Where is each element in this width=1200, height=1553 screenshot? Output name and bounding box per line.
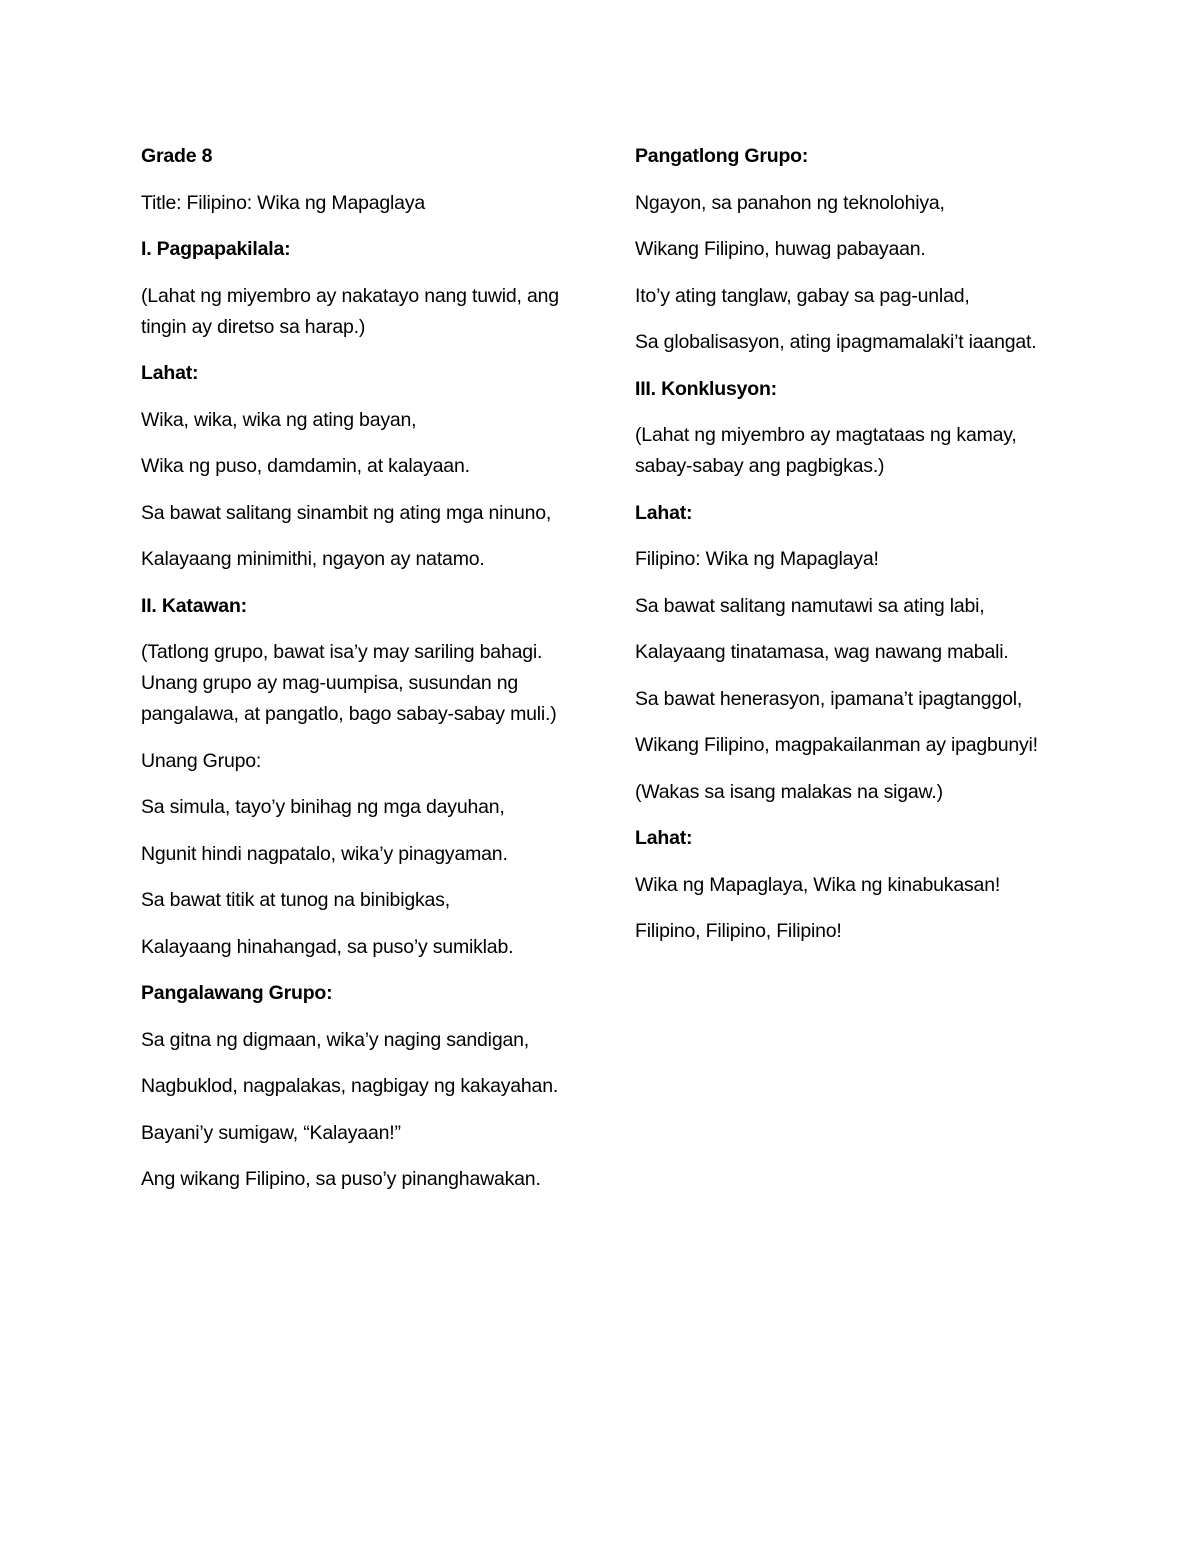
group-heading-pangatlong-grupo: Pangatlong Grupo: xyxy=(635,145,809,167)
verse-line: Sa bawat titik at tunog na binibigkas, xyxy=(141,889,450,911)
group-heading-unang-grupo: Unang Grupo: xyxy=(141,749,262,772)
verse-line: Ito’y ating tanglaw, gabay sa pag-unlad, xyxy=(635,284,970,307)
verse-line: Sa bawat henerasyon, ipamana’t ipagtanggol, xyxy=(635,687,1023,710)
verse-line: Filipino: Wika ng Mapaglaya! xyxy=(635,548,879,570)
verse-line: Nagbuklod, nagpalakas, nagbigay ng kakayahan. xyxy=(141,1075,559,1097)
document-title: Title: Filipino: Wika ng Mapaglaya xyxy=(141,191,426,214)
speaker-heading-lahat: Lahat: xyxy=(635,827,693,849)
verse-line: Ang wikang Filipino, sa puso’y pinanghawakan. xyxy=(141,1168,541,1190)
verse-line: Kalayaang hinahangad, sa puso’y sumiklab. xyxy=(141,935,514,958)
section-heading-katawan: II. Katawan: xyxy=(141,594,247,617)
section-heading-pagpapakilala: I. Pagpapakilala: xyxy=(141,238,291,260)
verse-line: Filipino, Filipino, Filipino! xyxy=(635,920,842,942)
stage-direction: (Tatlong grupo, bawat isa’y may sariling bahagi. Unang grupo ay mag-uumpisa, susundan ng pangalawa, at pangatlo, bago sabay-sabay muli.) xyxy=(141,641,557,725)
verse-line: Wika ng Mapaglaya, Wika ng kinabukasan! xyxy=(635,873,1001,896)
verse-line: Sa globalisasyon, ating ipagmamalaki’t iaangat. xyxy=(635,331,1037,353)
verse-line: Kalayaang tinatamasa, wag nawang mabali. xyxy=(635,641,1009,663)
verse-line: Sa bawat salitang sinambit ng ating mga ninuno, xyxy=(141,501,552,524)
grade-label: Grade 8 xyxy=(141,145,213,167)
verse-line: Sa gitna ng digmaan, wika’y naging sandigan, xyxy=(141,1028,529,1051)
verse-line: Wikang Filipino, magpakailanman ay ipagbunyi! xyxy=(635,734,1038,756)
group-heading-pangalawang-grupo: Pangalawang Grupo: xyxy=(141,982,333,1004)
verse-line: Bayani’y sumigaw, “Kalayaan!” xyxy=(141,1121,401,1144)
verse-line: Ngayon, sa panahon ng teknolohiya, xyxy=(635,191,945,214)
verse-line: Sa simula, tayo’y binihag ng mga dayuhan, xyxy=(141,796,505,818)
verse-line: Wikang Filipino, huwag pabayaan. xyxy=(635,238,926,260)
verse-line: Wika ng puso, damdamin, at kalayaan. xyxy=(141,455,470,477)
verse-line: Sa bawat salitang namutawi sa ating labi, xyxy=(635,594,985,617)
stage-direction: (Lahat ng miyembro ay magtataas ng kamay, sabay-sabay ang pagbigkas.) xyxy=(635,424,1017,477)
stage-direction: (Wakas sa isang malakas na sigaw.) xyxy=(635,780,943,803)
stage-direction: (Lahat ng miyembro ay nakatayo nang tuwid, ang tingin ay diretso sa harap.) xyxy=(141,284,559,338)
section-heading-konklusyon: III. Konklusyon: xyxy=(635,377,777,400)
verse-line: Ngunit hindi nagpatalo, wika’y pinagyaman. xyxy=(141,842,508,865)
right-column xyxy=(635,141,1065,963)
verse-line: Wika, wika, wika ng ating bayan, xyxy=(141,408,417,431)
speaker-heading-lahat: Lahat: xyxy=(635,501,693,524)
verse-line: Kalayaang minimithi, ngayon ay natamo. xyxy=(141,548,485,570)
speaker-heading-lahat: Lahat: xyxy=(141,362,199,384)
left-column xyxy=(141,141,571,1211)
